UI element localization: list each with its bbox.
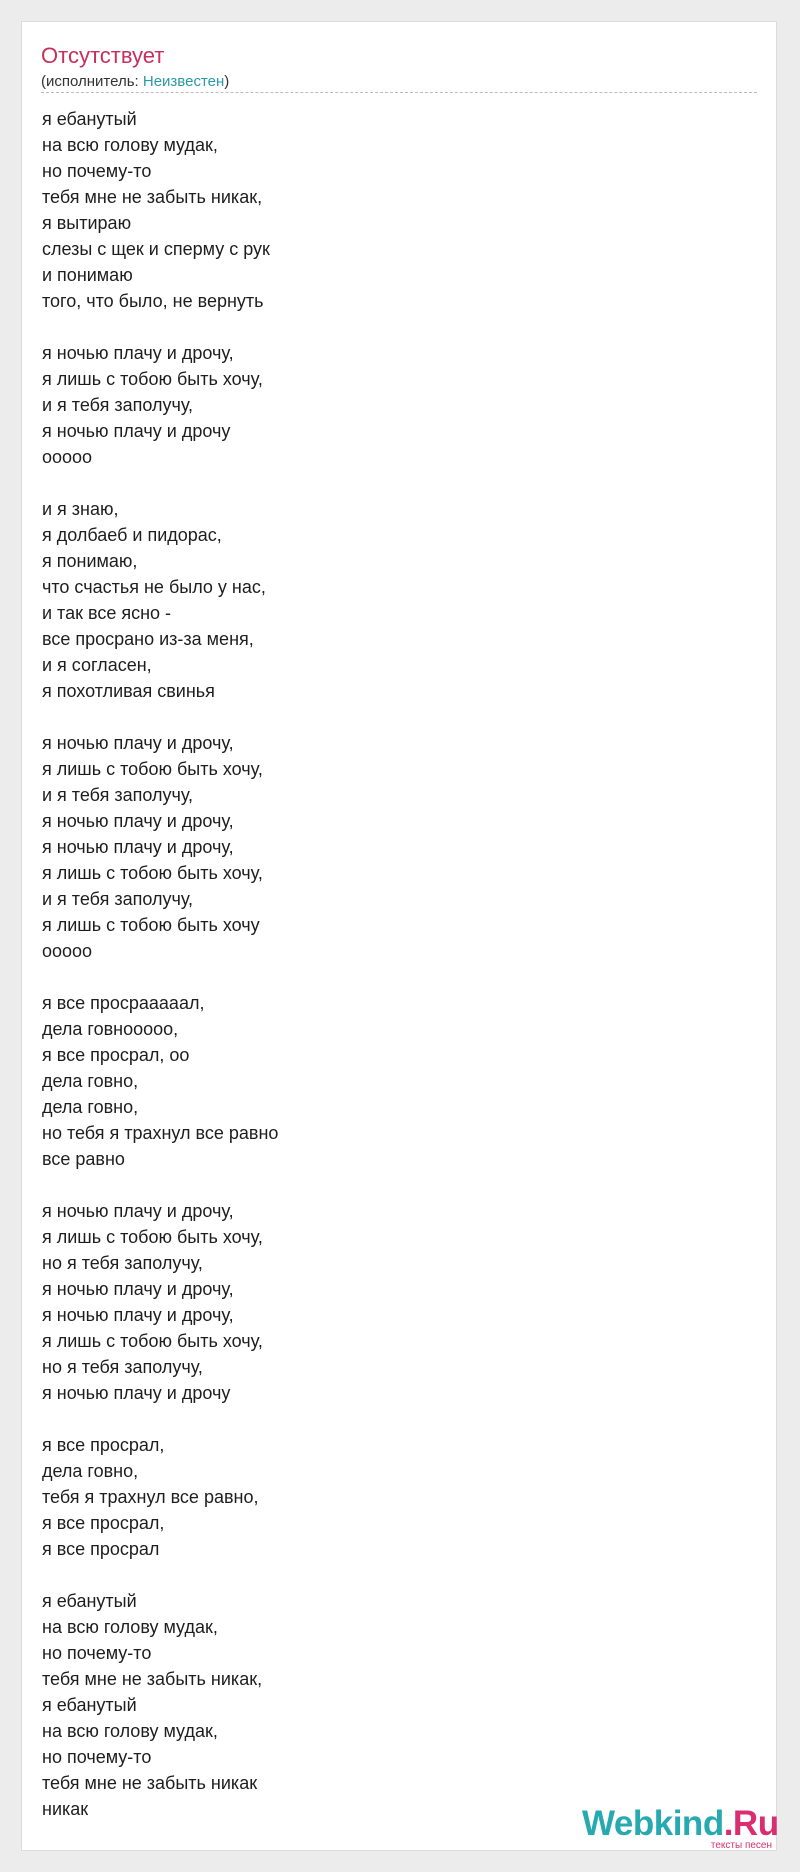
lyric-line: я ночью плачу и дрочу (42, 1383, 231, 1403)
stanza-gap (42, 1406, 702, 1432)
lyric-line: что счастья не было у нас, (42, 577, 266, 597)
lyric-line: я ночью плачу и дрочу, (42, 837, 234, 857)
webkind-logo[interactable] (582, 1804, 779, 1852)
stanza-gap (42, 1172, 702, 1198)
artist-prefix: (исполнитель: (41, 73, 143, 90)
lyric-line: я вытираю (42, 213, 132, 233)
lyric-line: и я тебя заполучу, (42, 785, 194, 805)
lyric-line: я все просрал (42, 1539, 160, 1559)
stanza-gap (42, 314, 702, 340)
lyric-line: я ночью плачу и дрочу, (42, 1305, 234, 1325)
lyric-line: я все просрал, (42, 1513, 165, 1533)
lyric-line: никак (42, 1799, 89, 1819)
lyric-line: я ночью плачу и дрочу, (42, 1201, 234, 1221)
title-divider (41, 92, 757, 93)
lyric-line: тебя я трахнул все равно, (42, 1487, 259, 1507)
lyric-line: и я знаю, (42, 499, 119, 519)
lyric-line: я похотливая свинья (42, 681, 215, 701)
lyric-line: дела говно, (42, 1071, 139, 1091)
lyric-line: я ночью плачу и дрочу, (42, 343, 234, 363)
lyric-line: я долбаеб и пидорас, (42, 525, 222, 545)
lyric-line: и так все ясно - (42, 603, 172, 623)
lyric-line: я лишь с тобою быть хочу, (42, 1227, 263, 1247)
logo-word: Webkind (582, 1804, 724, 1843)
stanza-gap (42, 1562, 702, 1588)
lyric-line: дела говно, (42, 1461, 139, 1481)
artist-link[interactable]: Неизвестен (142, 73, 225, 90)
lyric-line: я все просрал, оо (42, 1045, 190, 1065)
lyric-line: и я тебя заполучу, (42, 395, 194, 415)
lyric-line: но почему-то (42, 1643, 152, 1663)
lyric-line: но тебя я трахнул все равно (42, 1123, 279, 1143)
lyric-line: на всю голову мудак, (42, 1617, 218, 1637)
lyric-line: и я тебя заполучу, (42, 889, 194, 909)
lyric-line: дела говноoooo, (42, 1019, 179, 1039)
lyric-line: я ночью плачу и дрочу, (42, 811, 234, 831)
lyrics-text (42, 106, 702, 1822)
lyric-line: на всю голову мудак, (42, 135, 218, 155)
lyric-line: и понимаю (42, 265, 133, 285)
lyric-line: я лишь с тобою быть хочу, (42, 759, 263, 779)
lyric-line: я лишь с тобою быть хочу, (42, 863, 263, 883)
lyric-line: я ночью плачу и дрочу (42, 421, 231, 441)
lyric-line: но я тебя заполучу, (42, 1357, 203, 1377)
lyric-line: я лишь с тобою быть хочу, (42, 369, 263, 389)
lyric-line: но почему-то (42, 161, 152, 181)
lyric-line: я ебанутый (42, 109, 137, 129)
lyric-line: и я согласен, (42, 655, 152, 675)
lyric-line: я все просрал, (42, 1435, 165, 1455)
lyric-line: все равно (42, 1149, 125, 1169)
lyric-line: того, что было, не вернуть (42, 291, 264, 311)
lyric-line: ооооо (42, 447, 93, 467)
lyric-line: но почему-то (42, 1747, 152, 1767)
artist-line (41, 72, 229, 92)
lyric-line: ооооо (42, 941, 93, 961)
lyric-line: я ночью плачу и дрочу, (42, 733, 234, 753)
lyric-line: я ебанутый (42, 1591, 137, 1611)
logo-wordmark (582, 1806, 779, 1842)
song-title: Отсутствует (41, 43, 165, 68)
lyric-line: все просрано из-за меня, (42, 629, 254, 649)
lyric-line: я понимаю, (42, 551, 138, 571)
lyric-line: тебя мне не забыть никак, (42, 187, 263, 207)
lyric-line: я ночью плачу и дрочу, (42, 1279, 234, 1299)
lyric-line: тебя мне не забыть никак (42, 1773, 258, 1793)
logo-tagline: тексты песен (710, 1840, 772, 1851)
lyric-line: слезы с щек и сперму с рук (42, 239, 270, 259)
stanza-gap (42, 470, 702, 496)
lyric-line: я ебанутый (42, 1695, 137, 1715)
stanza-gap (42, 964, 702, 990)
artist-suffix: ) (224, 73, 230, 90)
lyric-line: но я тебя заполучу, (42, 1253, 203, 1273)
lyric-line: я лишь с тобою быть хочу, (42, 1331, 263, 1351)
stanza-gap (42, 704, 702, 730)
lyric-line: тебя мне не забыть никак, (42, 1669, 263, 1689)
logo-tld: .Ru (723, 1804, 779, 1843)
lyric-line: я лишь с тобою быть хочу (42, 915, 260, 935)
lyric-line: я все просраааaал, (42, 993, 205, 1013)
lyric-line: на всю голову мудак, (42, 1721, 218, 1741)
lyric-line: дела говно, (42, 1097, 139, 1117)
